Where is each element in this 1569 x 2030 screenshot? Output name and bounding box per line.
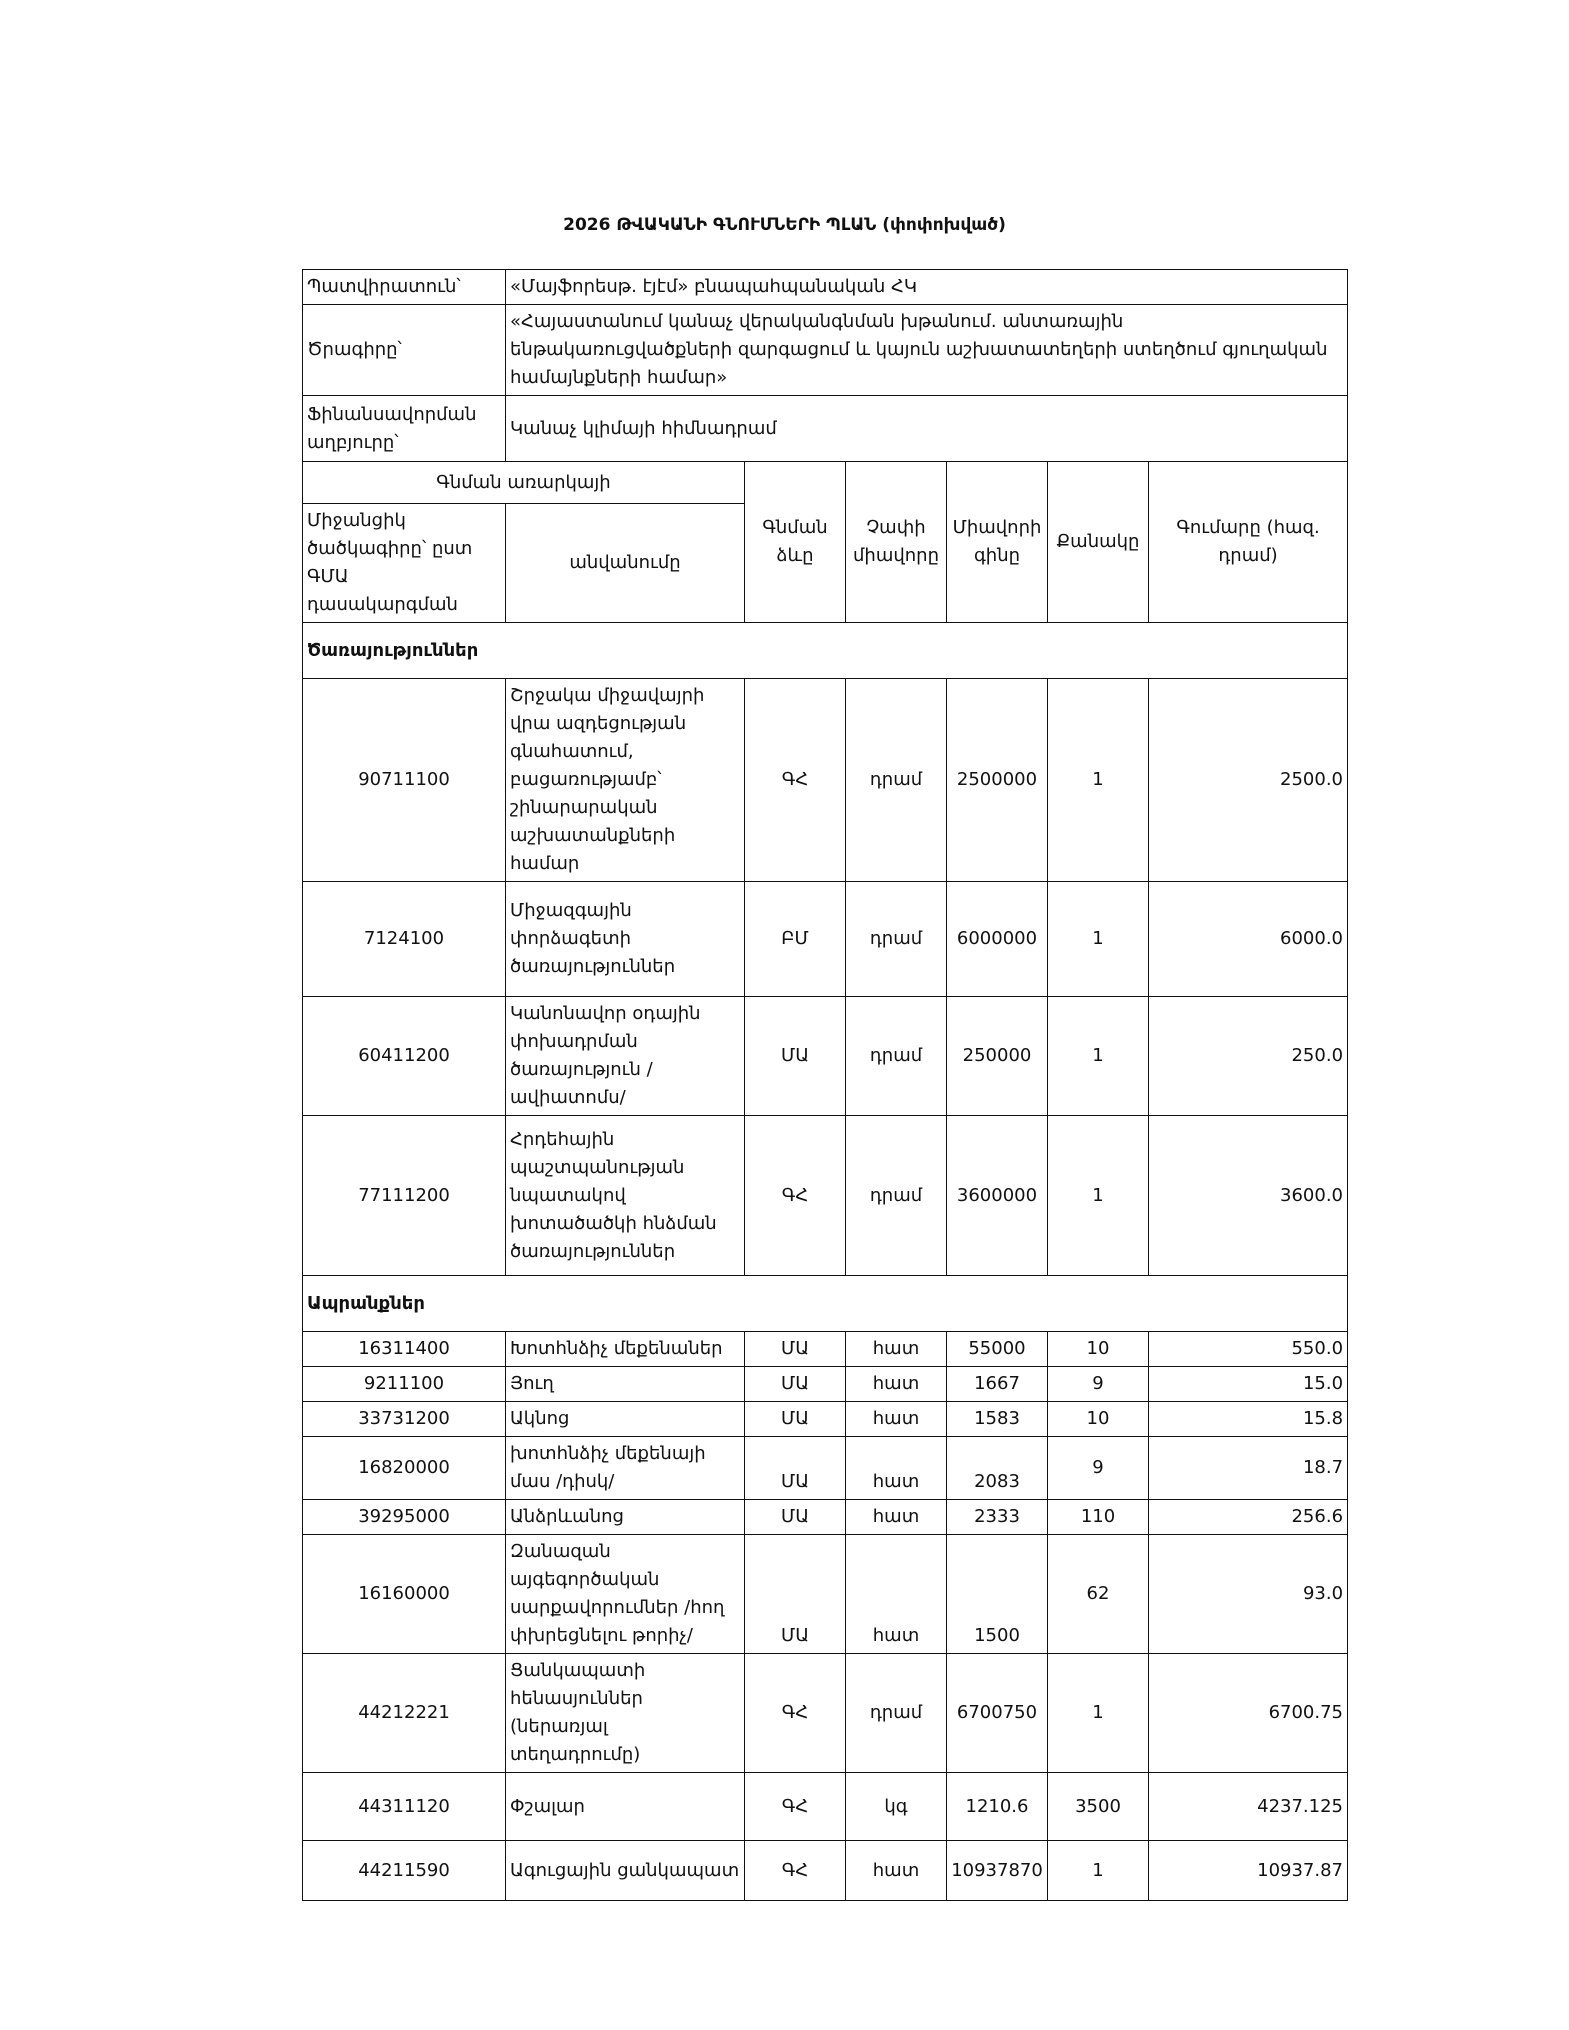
header-amount: Գումարը (հազ. դրամ) xyxy=(1149,462,1348,623)
cell-unit: դրամ xyxy=(846,679,947,882)
cell-price: 6000000 xyxy=(947,882,1048,997)
customer-value: «Մայֆորեսթ. էյէմ» բնապահպանական ՀԿ xyxy=(506,270,1348,305)
cell-qty: 1 xyxy=(1048,679,1149,882)
cell-name: Խոտհնձիչ մեքենաներ xyxy=(506,1332,745,1367)
cell-name: Յուղ xyxy=(506,1367,745,1402)
cell-code: 16820000 xyxy=(303,1437,506,1500)
info-row-funding xyxy=(303,396,1348,462)
cell-name: Շրջակա միջավայրի վրա ազդեցության գնահատում, բացառությամբ՝ շինարարական աշխատանքների համար xyxy=(506,679,745,882)
table-row xyxy=(303,1437,1348,1500)
table-row xyxy=(303,679,1348,882)
cell-price: 55000 xyxy=(947,1332,1048,1367)
cell-amount: 250.0 xyxy=(1149,997,1348,1116)
cell-method: ԳՀ xyxy=(745,1773,846,1841)
cell-method: ՄԱ xyxy=(745,1437,846,1500)
cell-method: ՄԱ xyxy=(745,1500,846,1535)
cell-code: 7124100 xyxy=(303,882,506,997)
cell-qty: 3500 xyxy=(1048,1773,1149,1841)
cell-amount: 2500.0 xyxy=(1149,679,1348,882)
cell-unit: հատ xyxy=(846,1367,947,1402)
cell-method: ՄԱ xyxy=(745,1535,846,1654)
cell-name: Կանոնավոր օդային փոխադրման ծառայություն /ավիատոմս/ xyxy=(506,997,745,1116)
cell-qty: 1 xyxy=(1048,997,1149,1116)
cell-amount: 3600.0 xyxy=(1149,1116,1348,1276)
cell-name: Զանազան այգեգործական սարքավորումներ /հող փխրեցնելու թորիչ/ xyxy=(506,1535,745,1654)
cell-code: 33731200 xyxy=(303,1402,506,1437)
cell-price: 1500 xyxy=(947,1535,1048,1654)
cell-name: Փշալար xyxy=(506,1773,745,1841)
table-row xyxy=(303,1841,1348,1901)
cell-qty: 62 xyxy=(1048,1535,1149,1654)
cell-price: 1210.6 xyxy=(947,1773,1048,1841)
cell-code: 60411200 xyxy=(303,997,506,1116)
table-row xyxy=(303,882,1348,997)
cell-unit: հատ xyxy=(846,1841,947,1901)
document-title: 2026 ԹՎԱԿԱՆԻ ԳՆՈՒՄՆԵՐԻ ՊԼԱՆ (փոփոխված) xyxy=(563,215,1006,235)
cell-amount: 15.8 xyxy=(1149,1402,1348,1437)
procurement-plan-table xyxy=(302,269,1348,1901)
funding-value: Կանաչ կլիմայի հիմնադրամ xyxy=(506,396,1348,462)
cell-unit: կգ xyxy=(846,1773,947,1841)
cell-unit: հատ xyxy=(846,1402,947,1437)
cell-code: 39295000 xyxy=(303,1500,506,1535)
cell-qty: 1 xyxy=(1048,1841,1149,1901)
cell-method: ՄԱ xyxy=(745,1367,846,1402)
cell-method: ԳՀ xyxy=(745,1654,846,1773)
cell-qty: 9 xyxy=(1048,1437,1149,1500)
cell-code: 90711100 xyxy=(303,679,506,882)
cell-price: 2083 xyxy=(947,1437,1048,1500)
cell-price: 6700750 xyxy=(947,1654,1048,1773)
cell-amount: 93.0 xyxy=(1149,1535,1348,1654)
table-row xyxy=(303,1773,1348,1841)
cell-price: 10937870 xyxy=(947,1841,1048,1901)
cell-name: Միջազգային փորձագետի ծառայություններ xyxy=(506,882,745,997)
cell-name: Ցանկապատի հենասյուններ (ներառյալ տեղադրումը) xyxy=(506,1654,745,1773)
cell-unit: հատ xyxy=(846,1332,947,1367)
cell-unit: դրամ xyxy=(846,1116,947,1276)
cell-method: ՄԱ xyxy=(745,1332,846,1367)
cell-code: 16311400 xyxy=(303,1332,506,1367)
header-subject: Գնման առարկայի xyxy=(303,462,745,504)
cell-qty: 10 xyxy=(1048,1402,1149,1437)
cell-method: ԳՀ xyxy=(745,1116,846,1276)
funding-label: Ֆինանսավորման աղբյուրը՝ xyxy=(303,396,506,462)
cell-code: 44212221 xyxy=(303,1654,506,1773)
program-label: Ծրագիրը՝ xyxy=(303,305,506,396)
cell-code: 44311120 xyxy=(303,1773,506,1841)
cell-amount: 18.7 xyxy=(1149,1437,1348,1500)
table-row xyxy=(303,1402,1348,1437)
cell-amount: 10937.87 xyxy=(1149,1841,1348,1901)
cell-amount: 6000.0 xyxy=(1149,882,1348,997)
cell-amount: 6700.75 xyxy=(1149,1654,1348,1773)
header-row-1 xyxy=(303,462,1348,504)
table-row xyxy=(303,1116,1348,1276)
cell-amount: 4237.125 xyxy=(1149,1773,1348,1841)
cell-price: 1583 xyxy=(947,1402,1048,1437)
cell-qty: 110 xyxy=(1048,1500,1149,1535)
cell-name: Անձրևանոց xyxy=(506,1500,745,1535)
cell-qty: 1 xyxy=(1048,1116,1149,1276)
cell-method: ԳՀ xyxy=(745,1841,846,1901)
info-row-program xyxy=(303,305,1348,396)
cell-code: 44211590 xyxy=(303,1841,506,1901)
cell-method: ԳՀ xyxy=(745,679,846,882)
cell-qty: 1 xyxy=(1048,882,1149,997)
table-row xyxy=(303,1654,1348,1773)
info-row-customer xyxy=(303,270,1348,305)
header-qty: Քանակը xyxy=(1048,462,1149,623)
header-price: Միավորի գինը xyxy=(947,462,1048,623)
cell-method: ՄԱ xyxy=(745,1402,846,1437)
cell-code: 16160000 xyxy=(303,1535,506,1654)
cell-price: 2500000 xyxy=(947,679,1048,882)
cell-qty: 9 xyxy=(1048,1367,1149,1402)
cell-qty: 1 xyxy=(1048,1654,1149,1773)
header-method: Գնման ձևը xyxy=(745,462,846,623)
header-unit: Չափի միավորը xyxy=(846,462,947,623)
table-row xyxy=(303,1367,1348,1402)
program-value: «Հայաստանում կանաչ վերականգնման խթանում. անտառային ենթակառուցվածքների զարգացում և կայուն աշխատատեղերի ստեղծում գյուղական համայնքների համար» xyxy=(506,305,1348,396)
cell-price: 3600000 xyxy=(947,1116,1048,1276)
cell-unit: հատ xyxy=(846,1535,947,1654)
section-services-label: Ծառայություններ xyxy=(303,623,1348,679)
cell-name: Ակնոց xyxy=(506,1402,745,1437)
header-code: Միջանցիկ ծածկագիրը՝ ըստ ԳՄԱ դասակարգման xyxy=(303,504,506,623)
cell-price: 1667 xyxy=(947,1367,1048,1402)
section-row-goods xyxy=(303,1276,1348,1332)
section-row-services xyxy=(303,623,1348,679)
customer-label: Պատվիրատուն՝ xyxy=(303,270,506,305)
cell-method: ԲՄ xyxy=(745,882,846,997)
cell-code: 9211100 xyxy=(303,1367,506,1402)
cell-price: 2333 xyxy=(947,1500,1048,1535)
cell-price: 250000 xyxy=(947,997,1048,1116)
cell-unit: հատ xyxy=(846,1500,947,1535)
cell-unit: դրամ xyxy=(846,1654,947,1773)
cell-unit: հատ xyxy=(846,1437,947,1500)
cell-name: Հրդեհային պաշտպանության նպատակով խոտածածկի հնձման ծառայություններ xyxy=(506,1116,745,1276)
cell-amount: 256.6 xyxy=(1149,1500,1348,1535)
cell-unit: դրամ xyxy=(846,882,947,997)
table-row xyxy=(303,997,1348,1116)
cell-qty: 10 xyxy=(1048,1332,1149,1367)
section-goods-label: Ապրանքներ xyxy=(303,1276,1348,1332)
cell-method: ՄԱ xyxy=(745,997,846,1116)
table-row xyxy=(303,1500,1348,1535)
cell-amount: 550.0 xyxy=(1149,1332,1348,1367)
table-row xyxy=(303,1332,1348,1367)
cell-code: 77111200 xyxy=(303,1116,506,1276)
header-name: անվանումը xyxy=(506,504,745,623)
cell-name: խոտհնձիչ մեքենայի մաս /դիսկ/ xyxy=(506,1437,745,1500)
cell-amount: 15.0 xyxy=(1149,1367,1348,1402)
table-row xyxy=(303,1535,1348,1654)
cell-unit: դրամ xyxy=(846,997,947,1116)
cell-name: Ագուցային ցանկապատ xyxy=(506,1841,745,1901)
